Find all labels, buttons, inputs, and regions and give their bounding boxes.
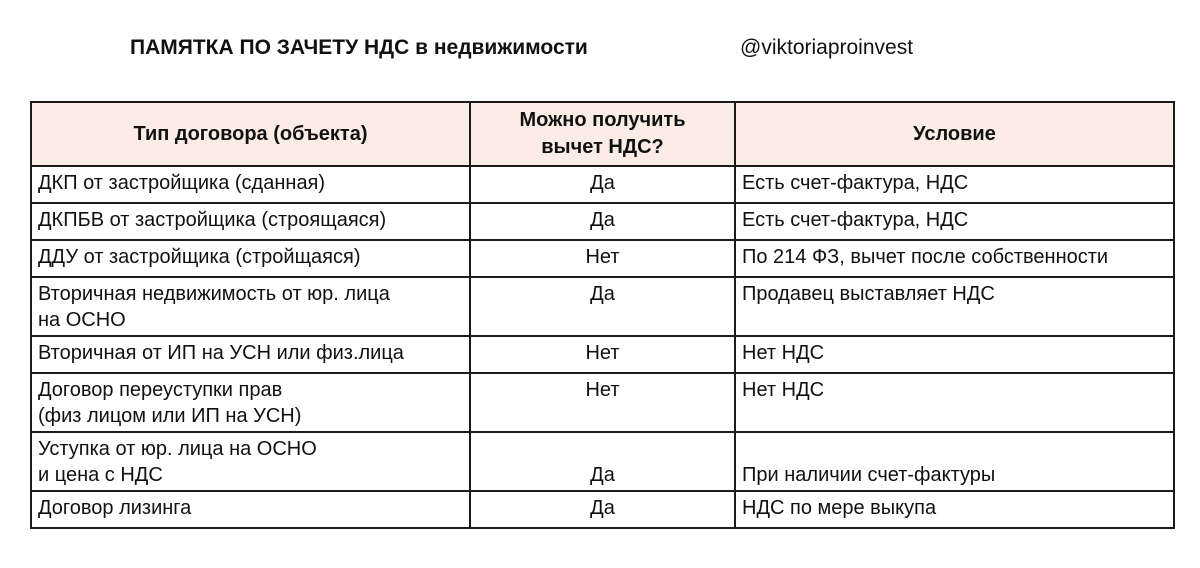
cell-deduction: Да [470,166,735,203]
cell-type: ДКП от застройщика (сданная) [31,166,470,203]
page-title: ПАМЯТКА ПО ЗАЧЕТУ НДС в недвижимости [130,36,588,59]
table-row [31,373,1174,432]
cell-deduction: Нет [470,336,735,373]
column-header-deduction-line2: вычет НДС? [541,136,664,158]
cell-type: ДКПБВ от застройщика (строящаяся) [31,203,470,240]
cell-type [31,432,470,491]
cell-type-line: Уступка от юр. лица на ОСНО [38,438,317,460]
table-row [31,203,1174,240]
cell-deduction: Да [470,491,735,528]
cell-type-line: и цена с НДС [38,464,163,486]
table-header-row [31,102,1174,166]
author-handle: @viktoriaproinvest [740,36,914,59]
cell-type-line: (физ лицом или ИП на УСН) [38,405,302,427]
table-row [31,432,1174,491]
column-header-deduction-line1: Можно получить [519,109,686,131]
cell-deduction: Да [470,277,735,336]
cell-condition: НДС по мере выкупа [735,491,1174,528]
cell-condition: Нет НДС [735,336,1174,373]
column-header-deduction [470,102,735,166]
cell-type [31,277,470,336]
cell-type: Договор лизинга [31,491,470,528]
cell-deduction: Нет [470,373,735,432]
column-header-type: Тип договора (объекта) [31,102,470,166]
cell-condition: При наличии счет-фактуры [735,432,1174,491]
table-row [31,166,1174,203]
cell-condition: Нет НДС [735,373,1174,432]
cell-condition: Есть счет-фактура, НДС [735,203,1174,240]
cell-type: Вторичная от ИП на УСН или физ.лица [31,336,470,373]
cell-deduction: Нет [470,240,735,277]
cell-condition: По 214 ФЗ, вычет после собственности [735,240,1174,277]
cell-type-line: на ОСНО [38,309,126,331]
cell-type: ДДУ от застройщика (стройщаяся) [31,240,470,277]
vat-deduction-table [30,101,1175,529]
cell-condition: Продавец выставляет НДС [735,277,1174,336]
column-header-condition: Условие [735,102,1174,166]
table-row [31,336,1174,373]
cell-deduction: Да [470,203,735,240]
table-row [31,240,1174,277]
table-row [31,277,1174,336]
cell-condition: Есть счет-фактура, НДС [735,166,1174,203]
cell-type-line: Договор переуступки прав [38,379,283,401]
cell-type [31,373,470,432]
cell-type-line: Вторичная недвижимость от юр. лица [38,283,390,305]
cell-deduction: Да [470,432,735,491]
table-row [31,491,1174,528]
